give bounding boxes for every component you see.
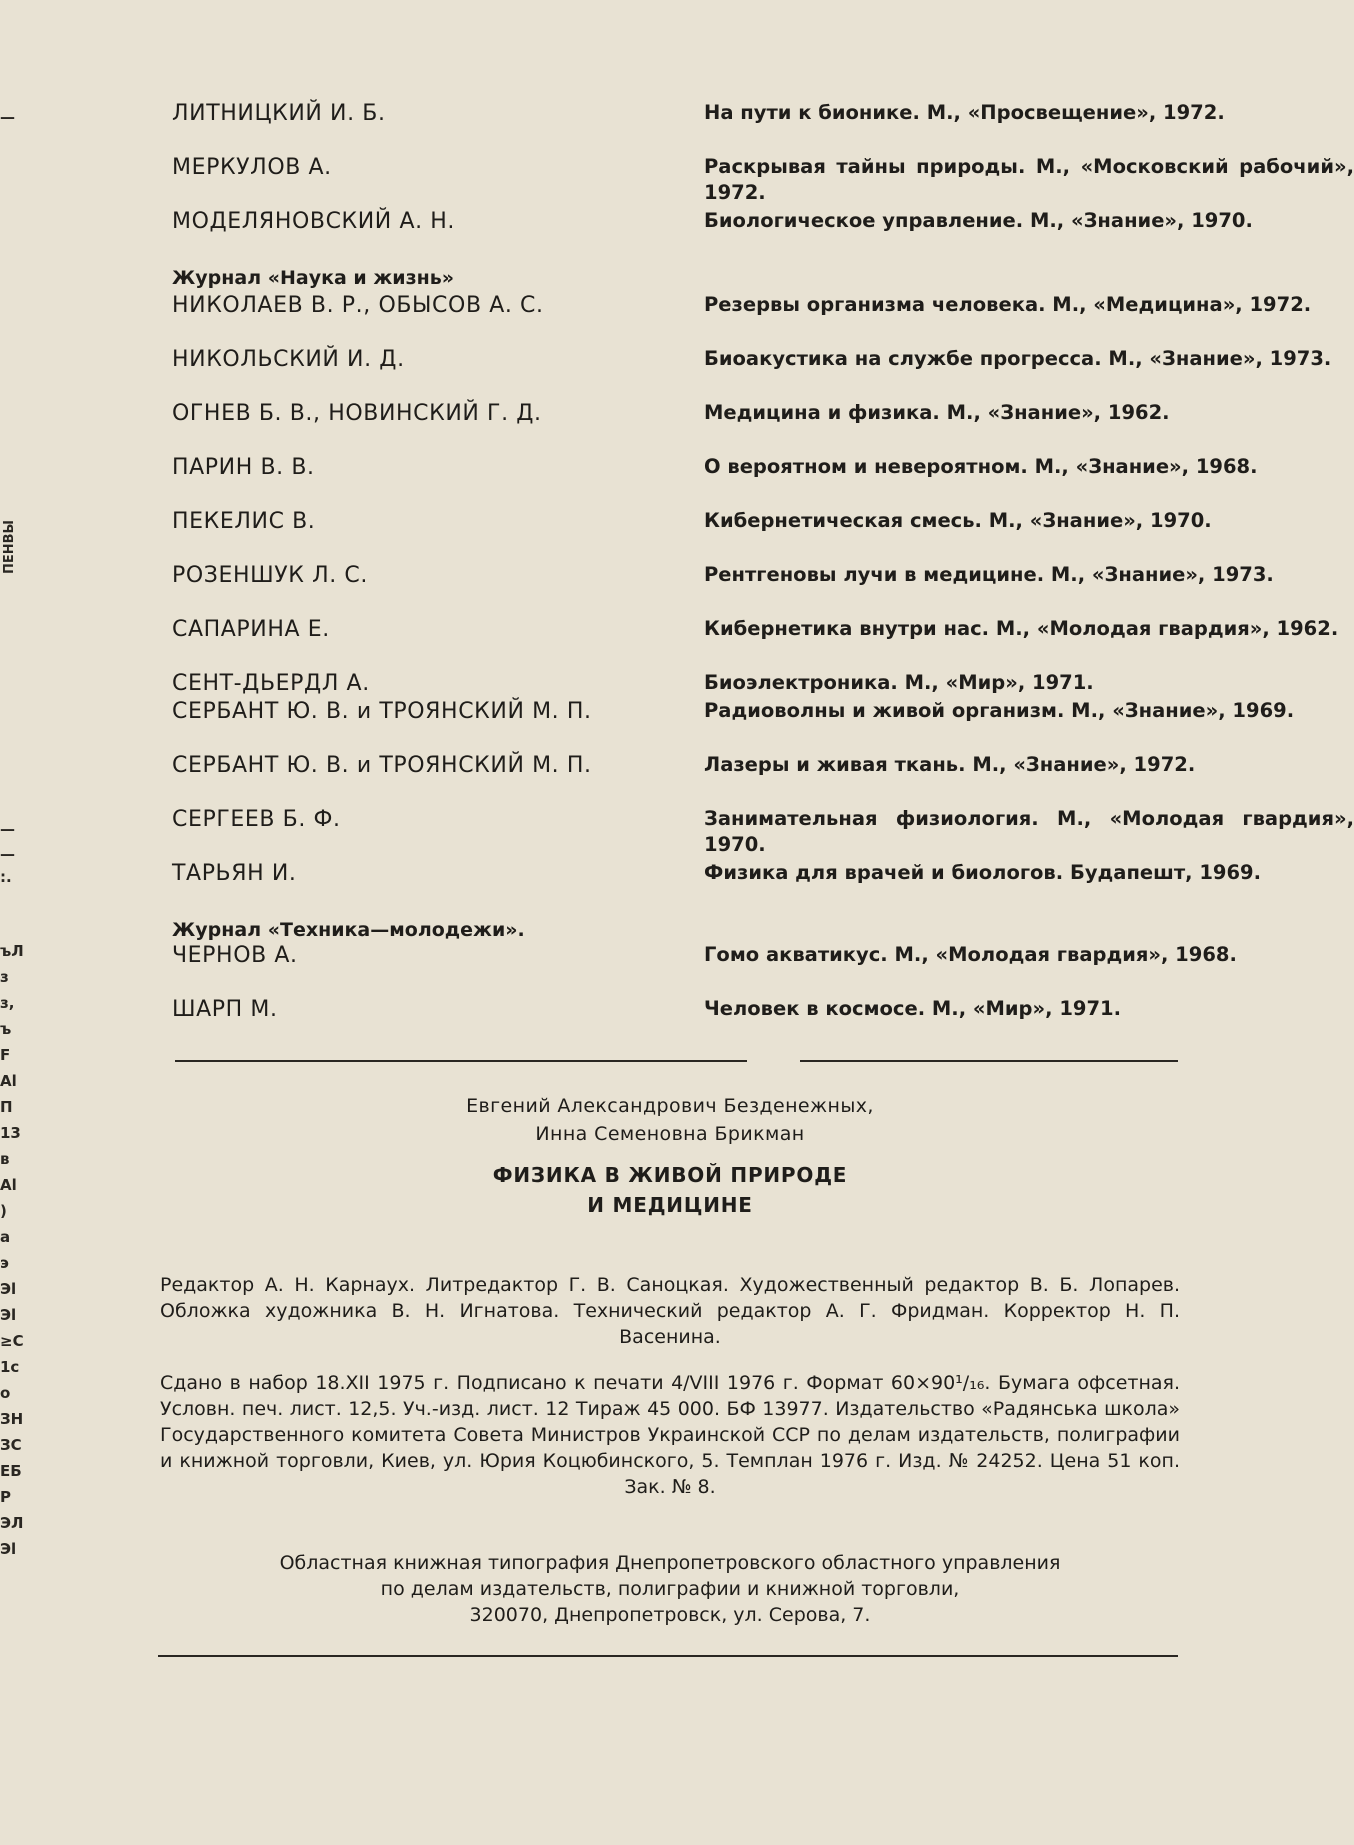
entry-work: Биоэлектроника. М., «Мир», 1971.: [704, 671, 1094, 694]
entry-work: Занимательная физиология. М., «Молодая гвардия», 1970.: [704, 807, 1354, 856]
entry-author: ЧЕРНОВ А.: [172, 943, 298, 968]
entry-journal-source: Журнал «Техника—молодежи».: [172, 919, 525, 941]
entry-work: Кибернетика внутри нас. М., «Молодая гвардия», 1962.: [704, 617, 1339, 640]
adjacent-page-fragment: ъЛ: [0, 942, 24, 960]
adjacent-page-fragment: F: [0, 1046, 11, 1064]
adjacent-page-fragment: Al: [0, 1176, 17, 1194]
authors-line: Евгений Александрович Безденежных,: [466, 1095, 874, 1117]
title-line: ФИЗИКА В ЖИВОЙ ПРИРОДЕ: [492, 1163, 848, 1187]
adjacent-page-fragment: a: [0, 1228, 11, 1246]
book-title: [160, 1160, 1180, 1220]
entry-author: РОЗЕНШУК Л. С.: [172, 563, 368, 588]
adjacent-page-fragment: Эl: [0, 1280, 17, 1298]
adjacent-page-fragment: о: [0, 1384, 11, 1402]
section-divider: [175, 1060, 747, 1062]
adjacent-page-fragment: ЗС: [0, 1436, 22, 1454]
entry-author: МЕРКУЛОВ А.: [172, 155, 332, 180]
adjacent-page-fragment: 1c: [0, 1358, 20, 1376]
entry-author: НИКОЛЬСКИЙ И. Д.: [172, 347, 405, 372]
entry-author: ПЕКЕЛИС В.: [172, 509, 316, 534]
adjacent-page-fragment: в: [0, 1150, 10, 1168]
entry-journal-source: Журнал «Наука и жизнь»: [172, 267, 455, 289]
adjacent-page-fragment: ≥C: [0, 1332, 24, 1350]
adjacent-page-fragment: —: [0, 108, 15, 126]
entry-author: СЕРБАНТ Ю. В. и ТРОЯНСКИЙ М. П.: [172, 699, 592, 724]
entry-work: На пути к бионике. М., «Просвещение», 1972.: [704, 101, 1225, 124]
printer-info: [160, 1550, 1180, 1628]
adjacent-page-fragment: —: [0, 845, 15, 863]
entry-author: ТАРЬЯН И.: [172, 861, 297, 886]
adjacent-page-fragment: з: [0, 968, 9, 986]
entry-work: Гомо акватикус. М., «Молодая гвардия», 1968.: [704, 943, 1237, 966]
entry-author: СЕРБАНТ Ю. В. и ТРОЯНСКИЙ М. П.: [172, 753, 592, 778]
printer-line: по делам издательств, полиграфии и книжной торговли,: [380, 1578, 960, 1600]
adjacent-page-fragment: —: [0, 820, 15, 838]
adjacent-page-fragment: Эl: [0, 1540, 17, 1558]
adjacent-page-fragment: ЗН: [0, 1410, 24, 1428]
adjacent-page-fragment: Р: [0, 1488, 11, 1506]
entry-work: Человек в космосе. М., «Мир», 1971.: [704, 997, 1121, 1020]
entry-author: СЕРГЕЕВ Б. Ф.: [172, 807, 341, 832]
entry-author: МОДЕЛЯНОВСКИЙ А. Н.: [172, 209, 456, 234]
entry-work: Кибернетическая смесь. М., «Знание», 1970.: [704, 509, 1212, 532]
entry-author: ПАРИН В. В.: [172, 455, 315, 480]
adjacent-page-fragment: Эl: [0, 1306, 17, 1324]
entry-author: НИКОЛАЕВ В. Р., ОБЫСОВ А. С.: [172, 293, 544, 318]
adjacent-page-fragment: :.: [0, 868, 12, 886]
adjacent-page-fragment: з,: [0, 994, 15, 1012]
adjacent-page-edge: [0, 0, 40, 1845]
entry-author: ЛИТНИЦКИЙ И. Б.: [172, 101, 386, 126]
adjacent-page-fragment: 13: [0, 1124, 21, 1142]
entry-work: Биоакустика на службе прогресса. М., «Знание», 1973.: [704, 347, 1332, 370]
entry-work: Радиоволны и живой организм. М., «Знание», 1969.: [704, 699, 1295, 722]
entry-work: О вероятном и невероятном. М., «Знание», 1968.: [704, 455, 1258, 478]
editorial-credits: Редактор А. Н. Карнаух. Литредактор Г. В. Саноцкая. Художественный редактор В. Б. Лопарев. Обложка художника В. Н. Игнатова. Технический редактор А. Г. Фридман. Корректор Н. П. Васенина.: [160, 1274, 1180, 1348]
entry-author: СЕНТ-ДЬЕРДЛ А.: [172, 671, 370, 696]
adjacent-page-fragment: П: [0, 1098, 13, 1116]
entry-work: Биологическое управление. М., «Знание», 1970.: [704, 209, 1253, 232]
adjacent-page-fragment: ЕБ: [0, 1462, 22, 1480]
adjacent-page-fragment: ): [0, 1202, 7, 1220]
adjacent-page-fragment: э: [0, 1254, 9, 1272]
bibliography-list: [172, 100, 1354, 1040]
authors-line: Инна Семеновна Брикман: [535, 1123, 805, 1145]
adjacent-page-fragment: ъ: [0, 1020, 12, 1038]
entry-work: Медицина и физика. М., «Знание», 1962.: [704, 401, 1170, 424]
entry-work: Физика для врачей и биологов. Будапешт, 1969.: [704, 861, 1262, 884]
section-divider: [800, 1060, 1178, 1062]
adjacent-page-fragment: Al: [0, 1072, 17, 1090]
bottom-rule: [158, 1655, 1178, 1657]
entry-work: Резервы организма человека. М., «Медицина», 1972.: [704, 293, 1312, 316]
entry-work: Лазеры и живая ткань. М., «Знание», 1972.: [704, 753, 1196, 776]
book-authors: [160, 1092, 1180, 1148]
entry-work: Раскрывая тайны природы. М., «Московский рабочий», 1972.: [704, 155, 1354, 204]
printer-line: 320070, Днепропетровск, ул. Серова, 7.: [469, 1604, 871, 1626]
entry-author: ШАРП М.: [172, 997, 278, 1022]
entry-work: Рентгеновы лучи в медицине. М., «Знание», 1973.: [704, 563, 1274, 586]
adjacent-page-fragment: ЭЛ: [0, 1514, 24, 1532]
title-line: И МЕДИЦИНЕ: [587, 1193, 753, 1217]
entry-author: ОГНЕВ Б. В., НОВИНСКИЙ Г. Д.: [172, 401, 542, 426]
print-details: Сдано в набор 18.XII 1975 г. Подписано к печати 4/VIII 1976 г. Формат 60×90¹/₁₆. Бумага офсетная. Условн. печ. лист. 12,5. Уч.-изд. лист. 12 Тираж 45 000. БФ 13977. Издательство «Радянська школа» Государственного комитета Совета Министров Украинской ССР по делам издательств, полиграфии и книжной торговли, Киев, ул. Юрия Коцюбинского, 5. Темплан 1976 г. Изд. № 24252. Цена 51 коп. Зак. № 8.: [160, 1372, 1180, 1498]
printer-line: Областная книжная типография Днепропетровского областного управления: [279, 1552, 1061, 1574]
adjacent-page-vertical-text: ПЕНВЫ: [2, 520, 17, 575]
entry-author: САПАРИНА Е.: [172, 617, 330, 642]
